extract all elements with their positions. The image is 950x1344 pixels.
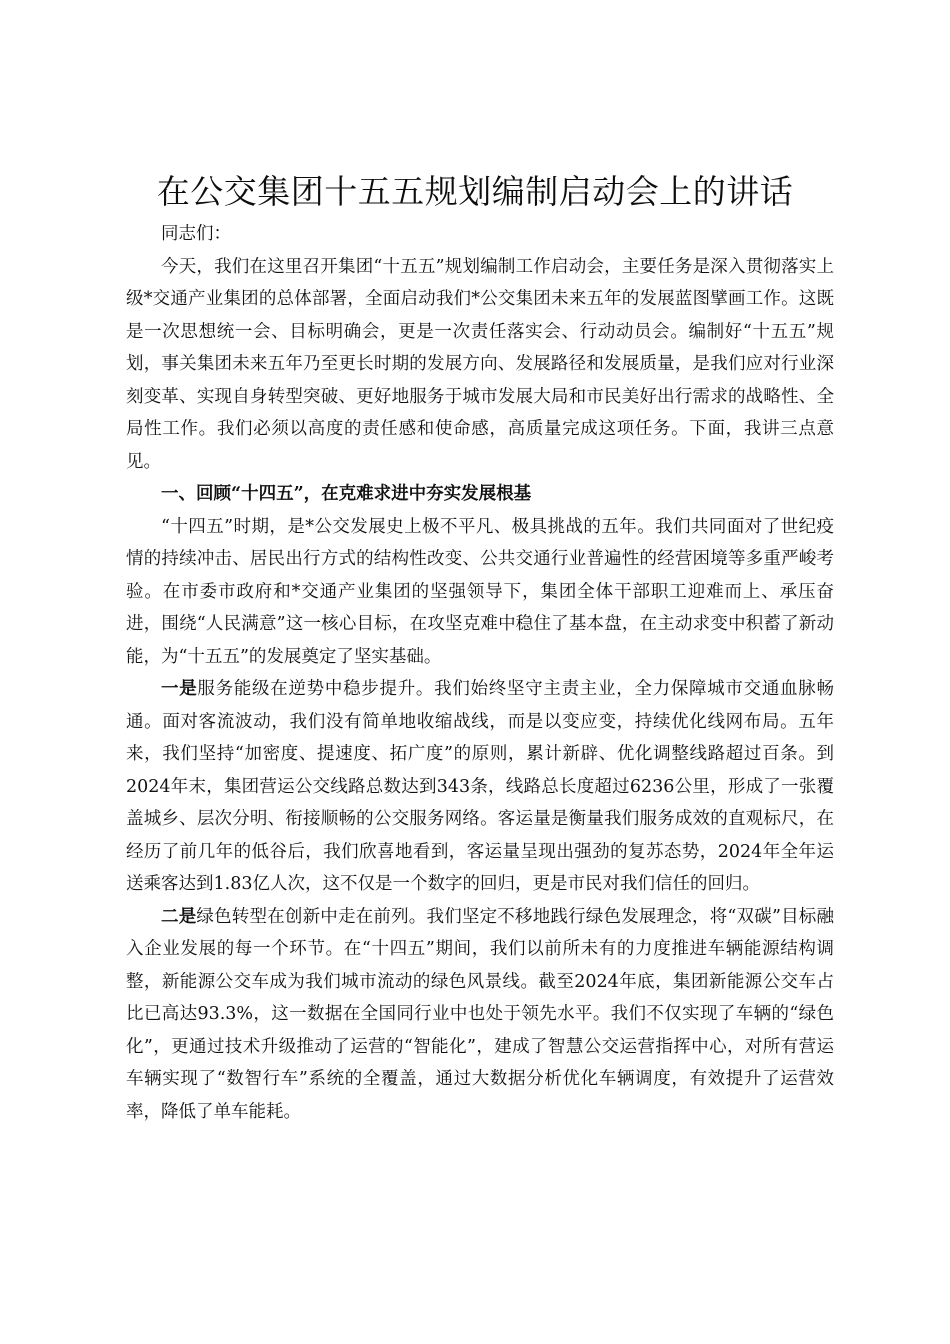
- section-intro-paragraph: “十四五”时期，是*公交发展史上极不平凡、极具挑战的五年。我们共同面对了世纪疫情的持续冲击、居民出行方式的结构性改变、公共交通行业普遍性的经营困境等多重严峻考验。在市委市政府和*交通产业集团的坚强领导下，集团全体干部职工迎难而上、承压奋进，围绕“人民满意”这一核心目标，在攻坚克难中稳住了基本盘，在主动求变中积蓄了新动能，为“十五五”的发展奠定了坚实基础。: [126, 516, 834, 667]
- point-two-lead: 二是: [161, 906, 197, 927]
- point-one-lead: 一是: [161, 679, 198, 699]
- point-two-paragraph: [126, 901, 834, 1129]
- document-body: [126, 218, 834, 1128]
- section-heading: 一、回顾“十四五”，在克难求进中夯实发展根基: [161, 484, 532, 504]
- page-title: 在公交集团十五五规划编制启动会上的讲话: [156, 172, 794, 211]
- salutation: 同志们：: [161, 224, 231, 244]
- point-one-text: 服务能级在逆势中稳步提升。我们始终坚守主责主业，全力保障城市交通血脉畅通。面对客流波动，我们没有简单地收缩战线，而是以变应变，持续优化线网布局。五年来，我们坚持“加密度、提速度、拓广度”的原则，累计新辟、优化调整线路超过百条。到2024年末，集团营运公交线路总数达到343条，线路总长度超过6236公里，形成了一张覆盖城乡、层次分明、衔接顺畅的公交服务网络。客运量是衡量我们服务成效的直观标尺，在经历了前几年的低谷后，我们欣喜地看到，客运量呈现出强劲的复苏态势，2024年全年运送乘客达到1.83亿人次，这不仅是一个数字的回归，更是市民对我们信任的回归。: [126, 679, 835, 894]
- intro-paragraph: 今天，我们在这里召开集团“十五五”规划编制工作启动会，主要任务是深入贯彻落实上级*交通产业集团的总体部署，全面启动我们*公交集团未来五年的发展蓝图擘画工作。这既是一次思想统一会、目标明确会，更是一次责任落实会、行动动员会。编制好“十五五”规划，事关集团未来五年乃至更长时期的发展方向、发展路径和发展质量，是我们应对行业深刻变革、实现自身转型突破、更好地服务于城市发展大局和市民美好出行需求的战略性、全局性工作。我们必须以高度的责任感和使命感，高质量完成这项任务。下面，我讲三点意见。: [126, 256, 834, 472]
- point-two-text: 绿色转型在创新中走在前列。我们坚定不移地践行绿色发展理念，将“双碳”目标融入企业发展的每一个环节。在“十四五”期间，我们以前所未有的力度推进车辆能源结构调整，新能源公交车成为我们城市流动的绿色风景线。截至2024年底，集团新能源公交车占比已高达93.3%，这一数据在全国同行业中也处于领先水平。我们不仅实现了车辆的“绿色化”，更通过技术升级推动了运营的“智能化”，建成了智慧公交运营指挥中心，对所有营运车辆实现了“数智行车”系统的全覆盖，通过大数据分析优化车辆调度，有效提升了运营效率，降低了单车能耗。: [126, 906, 835, 1122]
- point-one-paragraph: [126, 673, 834, 901]
